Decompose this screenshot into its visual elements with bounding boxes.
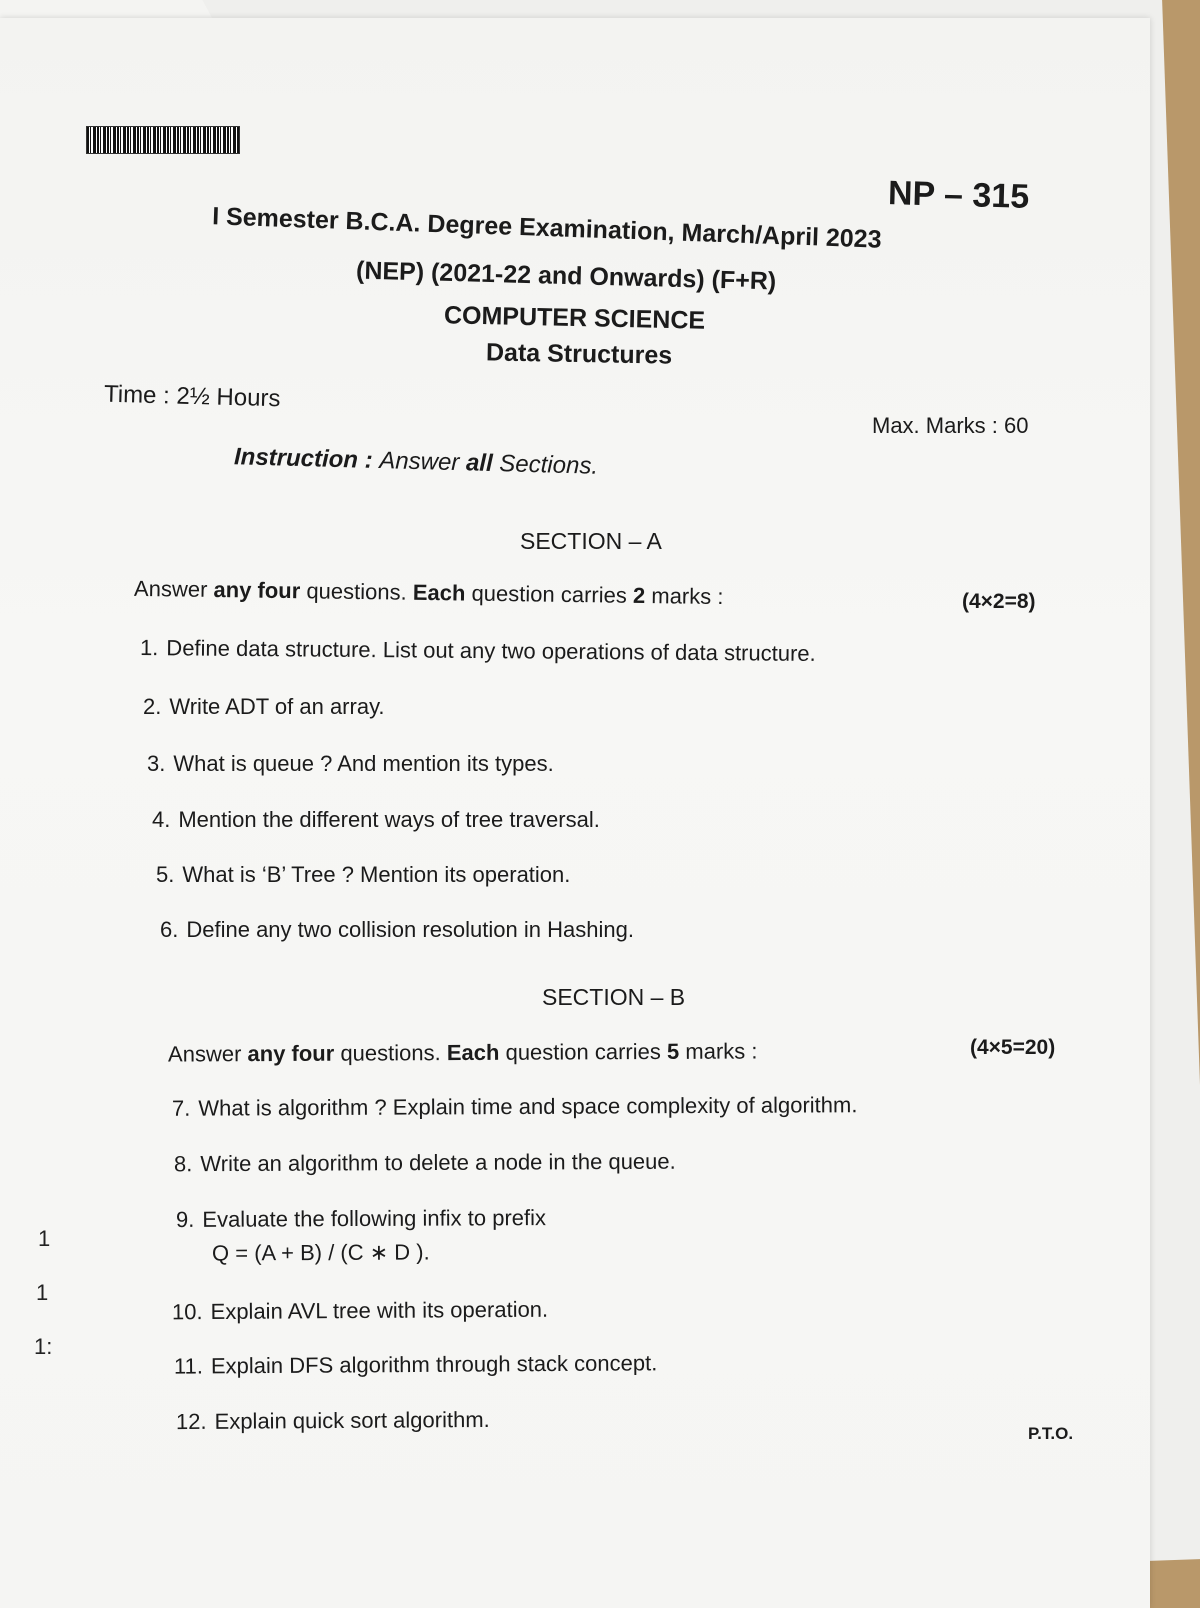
question-6 — [160, 917, 634, 943]
section-b-instruction — [168, 1038, 758, 1067]
paper-name: Data Structures — [485, 338, 673, 370]
instr-bold: Each — [446, 1039, 500, 1066]
edge-number: 1 — [38, 1226, 51, 1251]
exam-title: I Semester B.C.A. Degree Examination, March/April 2023 — [211, 202, 883, 254]
instr-text: questions. — [340, 1040, 441, 1066]
question-number: 3. — [147, 751, 166, 776]
question-number: 11. — [173, 1353, 204, 1379]
question-number: 2. — [143, 694, 162, 719]
instr-bold: Each — [412, 579, 466, 606]
instr-text: marks : — [651, 583, 724, 610]
question-number: 6. — [160, 917, 179, 942]
barcode — [86, 126, 240, 154]
instruction-pre: Answer — [379, 447, 460, 477]
instr-bold: 2 — [632, 582, 646, 609]
question-1 — [140, 635, 816, 667]
question-7 — [172, 1092, 858, 1122]
instr-bold: 5 — [666, 1038, 680, 1064]
question-10 — [172, 1297, 548, 1326]
instr-bold: any four — [213, 576, 301, 604]
question-5 — [156, 862, 570, 888]
paper-code: NP – 315 — [887, 174, 1030, 216]
section-b-heading: SECTION – B — [542, 984, 686, 1010]
question-number: 5. — [156, 862, 175, 887]
question-text: Evaluate the following infix to prefix — [202, 1205, 547, 1232]
section-a-instruction — [134, 576, 724, 610]
section-a-heading: SECTION – A — [520, 528, 662, 554]
question-text: Write an algorithm to delete a node in the queue. — [200, 1148, 676, 1177]
question-2 — [143, 694, 385, 720]
instruction — [234, 443, 599, 481]
question-number: 1. — [139, 635, 159, 661]
exam-scheme: (NEP) (2021-22 and Onwards) (F+R) — [355, 256, 777, 296]
question-text: Write ADT of an array. — [169, 694, 385, 719]
question-text: Explain DFS algorithm through stack concept. — [210, 1350, 658, 1379]
question-text: Define data structure. List out any two operations of data structure. — [166, 635, 816, 666]
question-number: 7. — [171, 1095, 191, 1121]
question-3 — [147, 751, 554, 777]
question-text: What is algorithm ? Explain time and space complexity of algorithm. — [198, 1092, 858, 1121]
question-text: What is queue ? And mention its types. — [173, 751, 554, 776]
question-11 — [174, 1350, 657, 1379]
edge-number: 1: — [34, 1334, 53, 1359]
max-marks: Max. Marks : 60 — [872, 413, 1029, 438]
question-number: 12. — [175, 1408, 207, 1435]
question-9 — [176, 1205, 546, 1233]
subject: COMPUTER SCIENCE — [443, 301, 706, 335]
question-number: 10. — [171, 1299, 203, 1325]
pto-label: P.T.O. — [1028, 1424, 1074, 1443]
question-4 — [152, 807, 600, 833]
exam-time: Time : 2½ Hours — [103, 380, 281, 413]
edge-number: 1 — [36, 1280, 49, 1305]
instruction-bold: all — [465, 449, 494, 478]
section-b-score: (4×5=20) — [970, 1036, 1056, 1059]
question-text: Explain quick sort algorithm. — [214, 1406, 490, 1434]
instr-bold: any four — [247, 1040, 335, 1067]
question-12 — [176, 1407, 490, 1435]
instr-text: Answer — [133, 575, 208, 602]
question-8 — [174, 1149, 676, 1178]
instr-text: Answer — [167, 1041, 242, 1067]
question-number: 8. — [173, 1151, 193, 1177]
instruction-post: Sections. — [499, 450, 599, 480]
question-text: Mention the different ways of tree traversal. — [178, 807, 600, 832]
instr-text: questions. — [306, 578, 407, 605]
instr-text: question carries — [505, 1038, 661, 1065]
question-9-expression: Q = (A + B) / (C ∗ D ). — [211, 1239, 430, 1266]
question-number: 4. — [152, 807, 171, 832]
question-text: Explain AVL tree with its operation. — [210, 1296, 549, 1325]
exam-paper — [0, 18, 1150, 1608]
section-a-score: (4×2=8) — [962, 590, 1036, 613]
question-text: What is ‘B’ Tree ? Mention its operation. — [182, 862, 571, 887]
question-number: 9. — [175, 1206, 195, 1232]
question-text: Define any two collision resolution in Hashing. — [186, 917, 634, 942]
instr-text: question carries — [471, 580, 628, 608]
instruction-label: Instruction : — [233, 443, 374, 474]
instr-text: marks : — [685, 1038, 758, 1064]
